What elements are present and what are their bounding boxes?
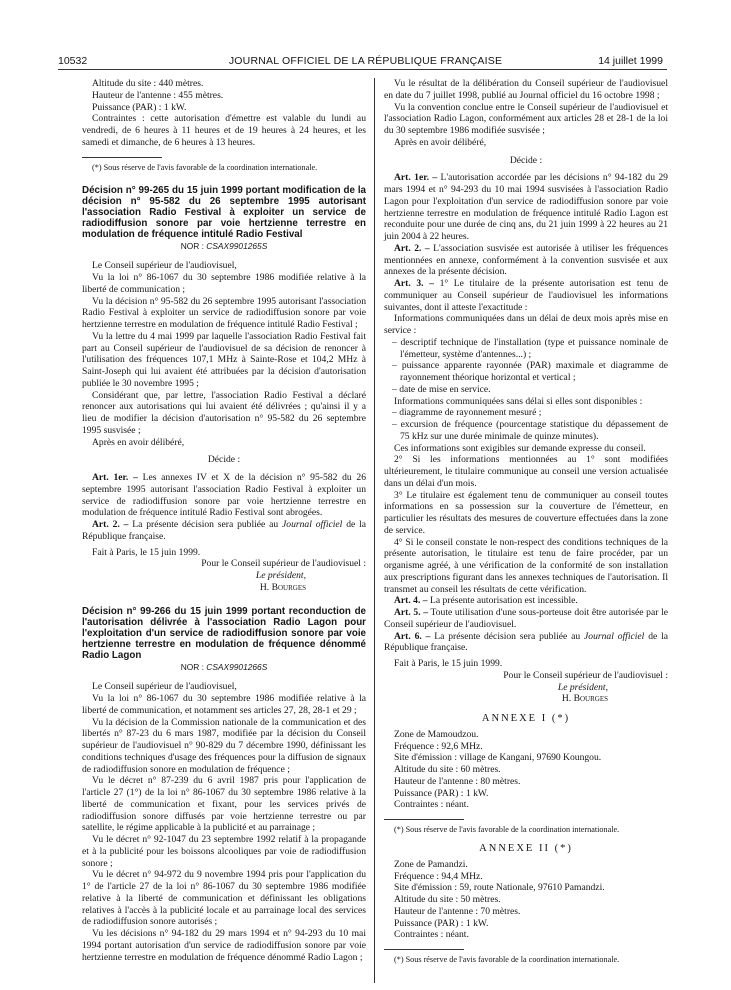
article-label: Art. 2. – xyxy=(394,242,430,254)
article-text: Les annexes IV et X de la décision n° 95-582 du 26 septembre 1995 autorisant l'association Radio Festival à exploiter un service de radiodiffusion sonore par voie hertzienne terrestre en modulation de fréquence intitulé Radio Festival sont abrogées. xyxy=(82,472,366,519)
signature-line: Pour le Conseil supérieur de l'audiovisuel : xyxy=(503,669,668,681)
article xyxy=(384,631,668,655)
annex-line: Altitude du site : 60 mètres. xyxy=(394,764,501,775)
president-name: H. Bourges xyxy=(561,693,608,705)
list-item: – descriptif technique de l'installation (type et puissance nominale de l'émetteur, système d'antennes...) ; xyxy=(392,336,668,360)
article-text: Toute utilisation d'une sous-porteuse doit être autorisée par le Conseil supérieur de l'audiovisuel. xyxy=(384,607,668,630)
nor-reference xyxy=(82,241,366,253)
visa: Vu la décision n° 95-582 du 26 septembre 1995 autorisant l'association Radio Festival à exploiter un service de radiodiffusion sonore par voie hertzienne terrestre en modulation de fréquence intitulé Radio Festival ; xyxy=(82,295,366,331)
annex-body xyxy=(384,859,668,941)
article-text: La présente autorisation est incessible. xyxy=(427,595,578,607)
article-text: L'autorisation accordée par les décisions n° 94-182 du 29 mars 1994 et n° 94-293 du 10 mai 1994 susvisées à l'association Radio Lagon pour l'exploitation d'un service de radiodiffusion sonore par voie hertzienne terrestre en modulation de fréquence intitulé Radio Lagon est reconduite pour une durée de cinq ans, du 21 juin 1999 à 22 heures au 21 juin 2004 à 22 heures. xyxy=(384,172,668,242)
annex-body xyxy=(384,729,668,811)
issue-date: 14 juillet 1999 xyxy=(598,55,663,67)
list-intro: Informations communiquées dans un délai de deux mois après mise en service : xyxy=(384,313,668,336)
annex-line: Puissance (PAR) : 1 kW. xyxy=(394,917,489,929)
article xyxy=(384,243,668,278)
visa: Vu le décret n° 94-972 du 9 novembre 1994 pris pour l'application du 1° de l'article 27 de la loi n° 86-1067 du 30 septembre 1986 modifiée relative à la liberté de communication et définissant les obligations relatives à l'accès à la publicité locale et au parrainage local des services de radiodiffusion sonore autorisés ; xyxy=(82,869,366,928)
footnote: (*) Sous réserve de l'avis favorable de la coordination internationale. xyxy=(394,955,620,964)
list-item: – excursion de fréquence (pourcentage statistique du dépassement de 75 kHz sur une durée minimale de quinze minutes). xyxy=(392,419,668,442)
journal-reference: Journal officiel xyxy=(282,519,343,531)
visa: Vu la décision de la Commission nationale de la communication et des libertés n° 87-23 du 6 mars 1987, modifiée par la décision du Conseil supérieur de l'audiovisuel n° 90-829 du 7 décembre 1990, définissant les conditions techniques d'usage des fréquences pour la diffusion de signaux de radiodiffusion sonore en modulation de fréquence ; xyxy=(82,716,366,775)
text-paragraph: 4° Si le conseil constate le non-respect des conditions techniques de la présente autorisation, le titulaire est tenu de faire procéder, par un organisme agréé, à une vérification de la conformité de son installation aux prescriptions figurant dans les annexes techniques de l'autorisation. Il transmet au conseil les résultats de cette vérification. xyxy=(384,536,668,595)
visa: Vu la convention conclue entre le Conseil supérieur de l'audiovisuel et l'association Radio Lagon, conformément aux articles 28 et 28-1 de la loi du 30 septembre 1986 modifiée susvisée ; xyxy=(384,101,668,136)
visa: Après en avoir délibéré, xyxy=(394,136,487,148)
column-divider xyxy=(374,78,375,983)
list-item: – puissance apparente rayonnée (PAR) maximale et diagramme de rayonnement théorique horizontal et vertical ; xyxy=(392,360,668,383)
visa: Vu la lettre du 4 mai 1999 par laquelle l'association Radio Festival fait part au Conseil supérieur de l'audiovisuel de sa décision de renoncer à l'utilisation des fréquences 107,1 MHz à Sainte-Rose et 104,2 MHz à Saint-Joseph qui lui avaient été attribuées par la décision d'autorisation publiée le 30 novembre 1995 ; xyxy=(82,330,366,389)
article-text: La présente décision sera publiée au xyxy=(128,519,283,531)
annex-line: Altitude du site : 50 mètres. xyxy=(394,894,501,905)
president-title xyxy=(384,682,668,694)
article-label: Art. 6. – xyxy=(394,630,431,642)
president-title-text: Le président, xyxy=(255,570,306,582)
annex-line: Site d'émission : village de Kangani, 97690 Koungou. xyxy=(394,752,602,764)
visa: Vu le résultat de la délibération du Conseil supérieur de l'audiovisuel en date du 7 juillet 1998, publié au Journal officiel du 16 octobre 1998 ; xyxy=(384,78,668,101)
annex-line: Fréquence : 92,6 MHz. xyxy=(394,740,483,752)
right-column xyxy=(384,78,668,965)
article xyxy=(384,278,668,313)
visa: Vu le décret n° 92-1047 du 23 septembre 1992 relatif à la propagande et à la publicité pour les boissons alcooliques par voie de radiodiffusion sonore ; xyxy=(82,834,366,869)
decide-heading: Décide : xyxy=(509,154,543,166)
article-text: L'association susvisée est autorisée à utiliser les fréquences mentionnées en annexe, conformément à la convention susvisée et aux annexes de la présente décision. xyxy=(384,242,668,278)
list-intro: Informations communiquées sans délai si elles sont disponibles : xyxy=(394,395,643,407)
nor-code: CSAX9901266S xyxy=(206,661,268,672)
decision-title: Décision n° 99-265 du 15 juin 1999 portant modification de la décision n° 95-582 du 26 septembre 1995 autorisant l'association Radio Festival à exploiter un service de radiodiffusion sonore par voie hertzienne terrestre en modulation de fréquence intitulé Radio Festival xyxy=(82,184,366,241)
article-text: de la République française. xyxy=(82,519,366,542)
president-name: H. Bourges xyxy=(259,581,306,593)
visa: Le Conseil supérieur de l'audiovisuel, xyxy=(92,681,237,693)
annex-line: Zone de Mamoudzou. xyxy=(394,728,479,740)
annex-line: Hauteur de l'antenne : 80 mètres. xyxy=(394,775,521,787)
article xyxy=(82,519,366,543)
article-label: Art. 4. – xyxy=(394,595,428,607)
page-number: 10532 xyxy=(58,55,88,67)
previous-annex-tail xyxy=(82,78,366,113)
decide-heading: Décide : xyxy=(207,454,241,466)
article-text: La présente décision sera publiée au xyxy=(430,630,585,642)
annex-line: Puissance (PAR) : 1 kW. xyxy=(394,787,489,799)
article-label: Art. 5. – xyxy=(394,607,429,618)
text-paragraph: 3° Le titulaire est également tenu de communiquer au conseil toutes informations en sa possession sur la couverture de l'émetteur, en particulier les résultats des mesures de couverture effectuées dans la zone de service. xyxy=(384,489,668,536)
article xyxy=(384,172,668,243)
visa: Vu le décret n° 87-239 du 6 avril 1987 pris pour l'application de l'article 27 (1°) de la loi n° 86-1067 du 30 septembre 1986 relative à la liberté de communication et fixant, pour les services privés de radiodiffusion sonore diffusés par voie hertzienne terrestre ou par satellite, le régime applicable à la publicité et au parrainage ; xyxy=(82,775,366,834)
visa: Vu la loi n° 86-1067 du 30 septembre 1986 modifiée relative à la liberté de communication ; xyxy=(82,272,366,295)
visa: Après en avoir délibéré, xyxy=(92,436,185,448)
text-paragraph: Contraintes : cette autorisation d'émettre est valable du lundi au vendredi, de 6 heures à 11 heures et de 19 heures à 24 heures, et les samedi et dimanche, de 6 heures à 13 heures. xyxy=(82,113,366,148)
text-line: Puissance (PAR) : 1 kW. xyxy=(92,101,187,113)
footnote: (*) Sous réserve de l'avis favorable de la coordination internationale. xyxy=(394,825,620,834)
decision-title: Décision n° 99-266 du 15 juin 1999 portant reconduction de l'autorisation délivrée à l'association Radio Lagon pour l'exploitation d'un service de radiodiffusion sonore par voie hertzienne terrestre en modulation de fréquence dénommé Radio Lagon xyxy=(82,605,366,662)
text-line: Hauteur de l'antenne : 455 mètres. xyxy=(92,89,224,101)
annex-line: Zone de Pamandzi. xyxy=(394,858,468,870)
text-paragraph: 2° Si les informations mentionnées au 1° sont modifiées ultérieurement, le titulaire communique au conseil une version actualisée dans un délai d'un mois. xyxy=(384,454,668,489)
article-label: Art. 2. – xyxy=(92,519,129,531)
annex-line: Hauteur de l'antenne : 70 mètres. xyxy=(394,905,521,917)
article-label: Art. 1er. – xyxy=(92,472,138,484)
visa: Vu la loi n° 86-1067 du 30 septembre 1986 modifiée relative à la liberté de communication, et notamment ses articles 27, 28, 28-1 et 29 ; xyxy=(82,693,366,716)
annex-line: Contraintes : néant. xyxy=(394,799,469,811)
annex-line: Contraintes : néant. xyxy=(394,929,469,941)
footnote-rule xyxy=(82,157,162,158)
annex-title: ANNEXE II (*) xyxy=(479,843,573,854)
list-item: – diagramme de rayonnement mesuré ; xyxy=(392,407,542,419)
footnote-rule xyxy=(384,949,464,950)
annex-line: Site d'émission : 59, route Nationale, 97610 Pamandzi. xyxy=(394,882,605,894)
left-column xyxy=(82,78,366,963)
visa: Le Conseil supérieur de l'audiovisuel, xyxy=(92,260,237,272)
place-date: Fait à Paris, le 15 juin 1999. xyxy=(92,546,201,558)
nor-label: NOR : xyxy=(180,661,207,672)
text-line: Altitude du site : 440 mètres. xyxy=(92,78,204,89)
footnote: (*) Sous réserve de l'avis favorable de la coordination internationale. xyxy=(92,162,318,172)
signature-line: Pour le Conseil supérieur de l'audiovisuel : xyxy=(201,558,366,570)
nor-reference xyxy=(82,662,366,674)
article-label: Art. 3. – xyxy=(394,278,434,289)
journal-reference: Journal officiel xyxy=(584,630,645,642)
annex-line: Fréquence : 94,4 MHz. xyxy=(394,870,483,882)
article xyxy=(384,595,668,607)
article-text: 1° Le titulaire de la présente autorisation est tenu de communiquer au Conseil supérieur de l'audiovisuel les informations suivantes, dont il atteste l'exactitude : xyxy=(384,278,668,313)
article-text: de la République française. xyxy=(384,630,668,654)
article xyxy=(384,607,668,631)
header-rule xyxy=(58,69,667,70)
text-paragraph: Ces informations sont exigibles sur demande expresse du conseil. xyxy=(394,442,646,454)
visa: Considérant que, par lettre, l'association Radio Festival a déclaré renoncer aux autorisations qui lui avaient été délivrées ; qu'ainsi il y a lieu de modifier la décision d'autorisation n° 95-582 du 26 septembre 1995 susvisée ; xyxy=(82,389,366,436)
nor-label: NOR : xyxy=(180,240,207,251)
article xyxy=(82,472,366,519)
president-title xyxy=(82,570,366,582)
article-label: Art. 1er. – xyxy=(394,172,438,184)
president-title-text: Le président, xyxy=(557,681,608,693)
nor-code: CSAX9901265S xyxy=(206,240,268,251)
page-header xyxy=(0,0,731,74)
annex-title: ANNEXE I (*) xyxy=(481,713,571,724)
place-date: Fait à Paris, le 15 juin 1999. xyxy=(394,658,503,669)
visa: Vu les décisions n° 94-182 du 29 mars 1994 et n° 94-293 du 10 mai 1994 portant autorisation d'un service de radiodiffusion sonore par voie hertzienne terrestre en modulation de fréquence dénommé Radio Lagon ; xyxy=(82,928,366,963)
footnote-rule xyxy=(384,819,464,820)
journal-title: JOURNAL OFFICIEL DE LA RÉPUBLIQUE FRANÇAISE xyxy=(228,55,503,67)
list-item: – date de mise en service. xyxy=(392,383,491,395)
